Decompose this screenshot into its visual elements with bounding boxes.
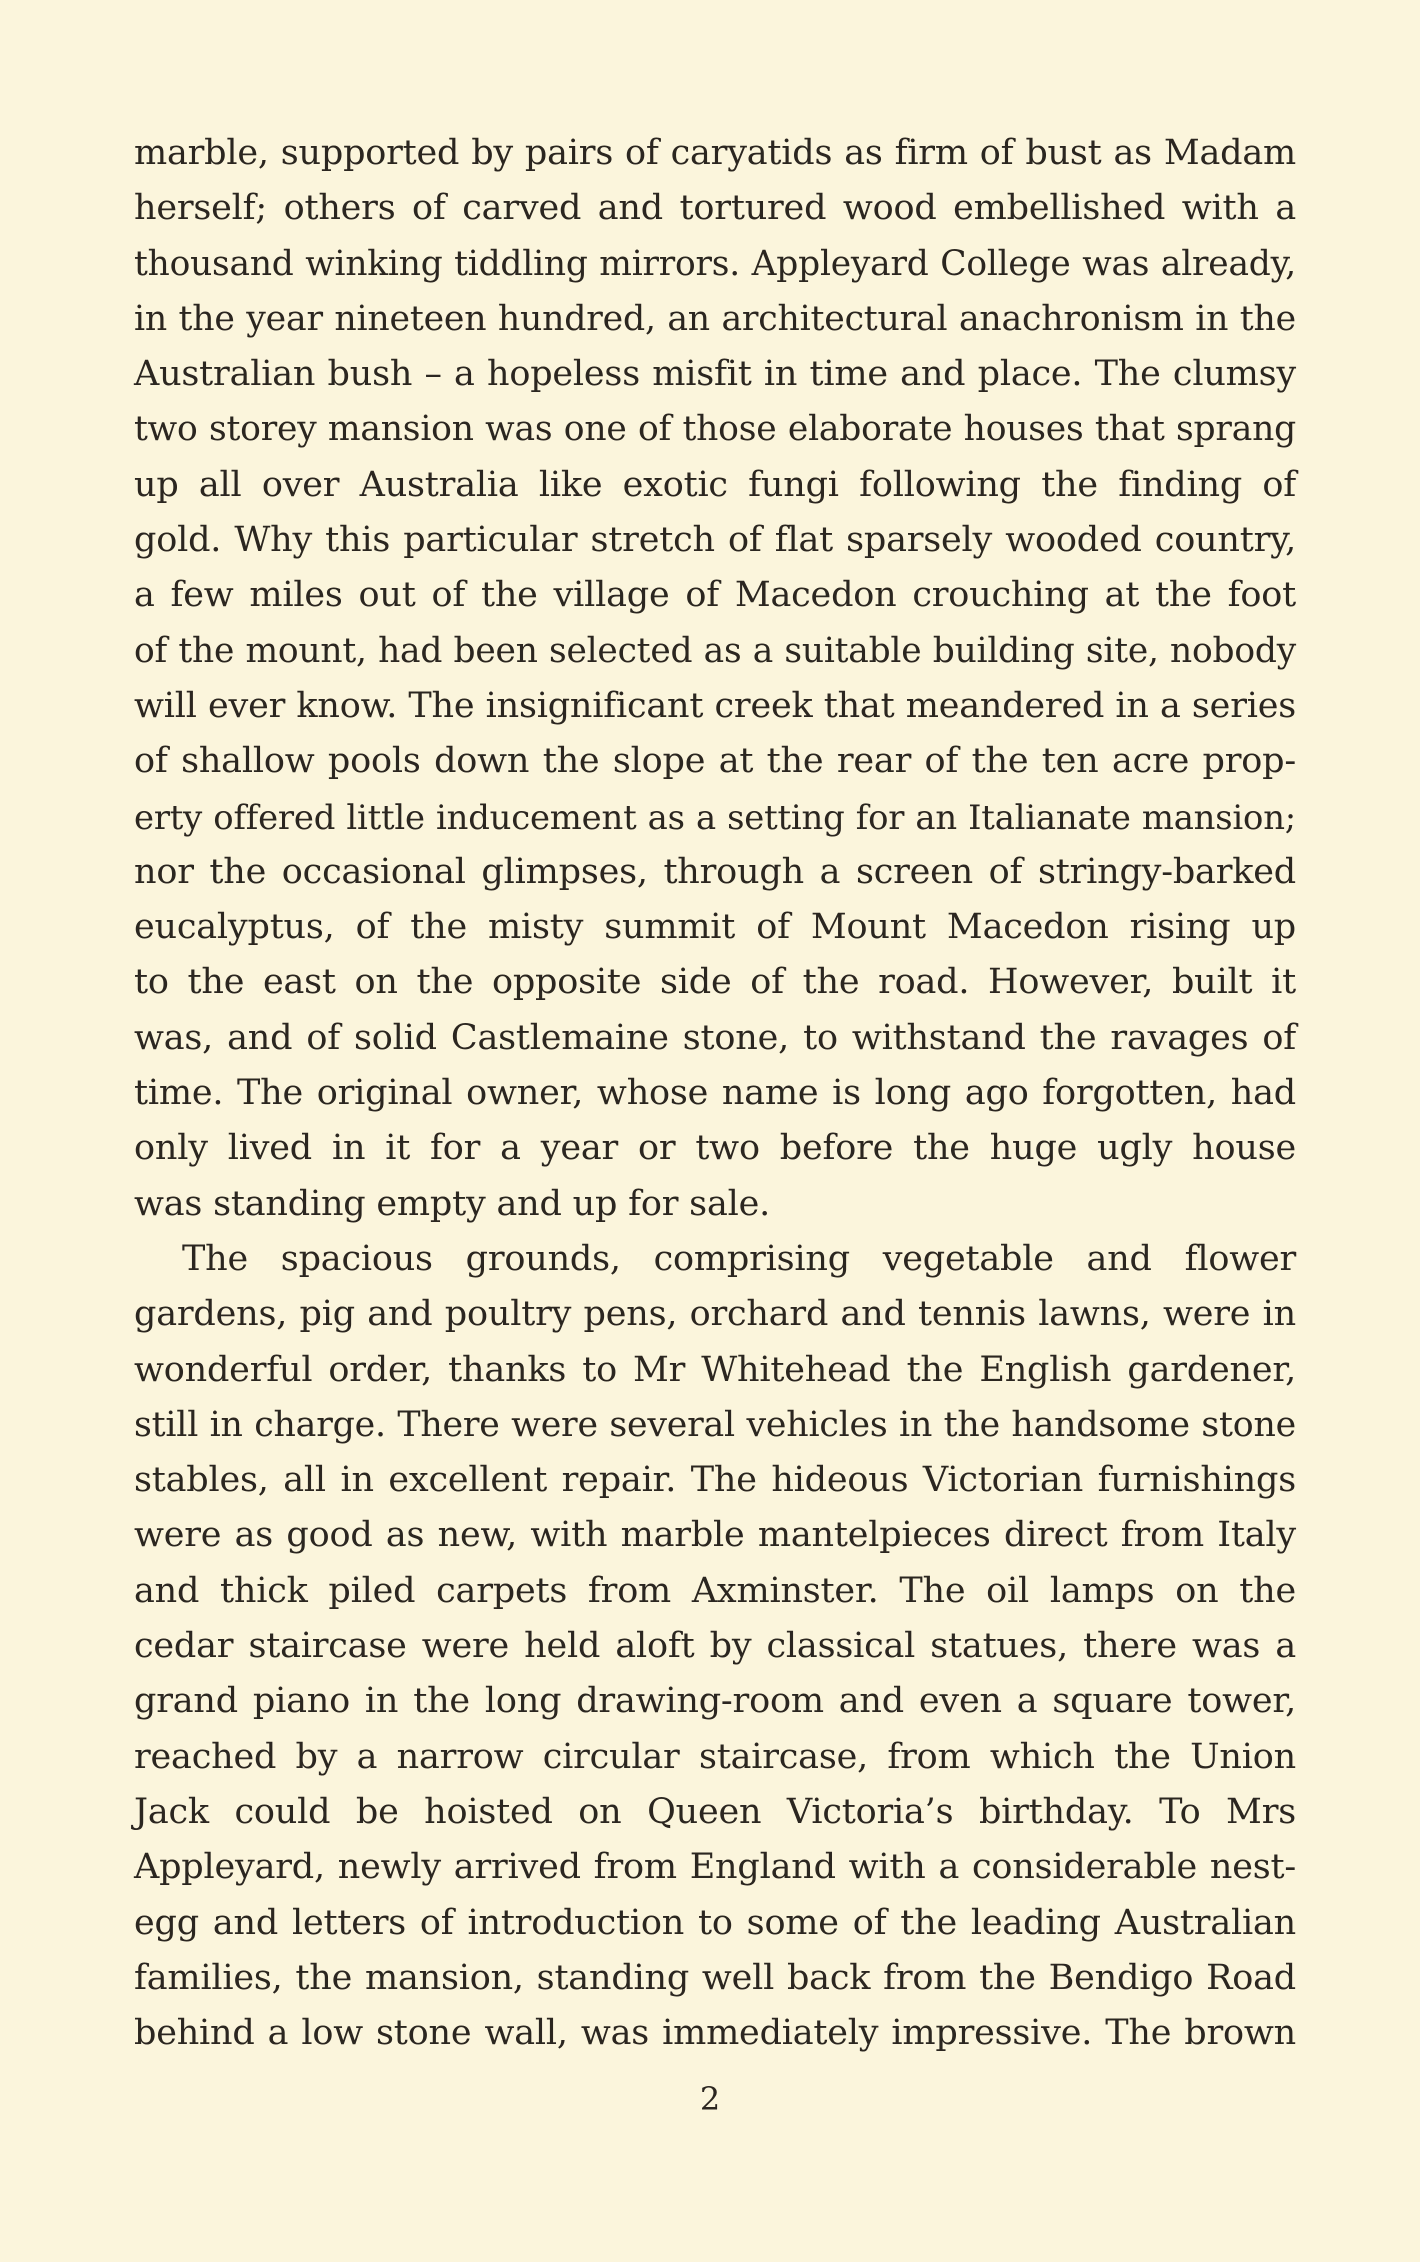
text-line: nor the occasional glimpses, through a screen of stringy-barked [134,851,1296,892]
text-line: a few miles out of the village of Macedon crouching at the foot [134,575,1296,616]
text-line: stables, all in excellent repair. The hideous Victorian furnishings [134,1460,1296,1501]
text-line: was standing empty and up for sale. [134,1183,771,1224]
paragraph-1 [134,126,1296,1232]
text-line: erty offered little inducement as a setting for an Italianate mansion; [134,797,1296,837]
paragraph-2 [134,1232,1296,2061]
text-line: The spacious grounds, comprising vegetable and flower [182,1238,1296,1279]
text-line: behind a low stone wall, was immediately impressive. The brown [134,2013,1296,2054]
text-line: two storey mansion was one of those elaborate houses that sprang [134,409,1296,450]
text-line: thousand winking tiddling mirrors. Appleyard College was already, [134,243,1296,284]
text-line: wonderful order, thanks to Mr Whitehead the English gardener, [134,1349,1296,1390]
text-line: only lived in it for a year or two before the huge ugly house [134,1128,1296,1169]
text-line: of shallow pools down the slope at the rear of the ten acre prop- [134,741,1296,782]
text-line: herself; others of carved and tortured wood embellished with a [134,188,1296,229]
page-number: 2 [699,2080,721,2118]
text-line: Jack could be hoisted on Queen Victoria’s birthday. To Mrs [134,1791,1296,1832]
text-line: gold. Why this particular stretch of flat sparsely wooded country, [134,520,1296,561]
text-line: families, the mansion, standing well back from the Bendigo Road [134,1957,1296,1998]
text-line: still in charge. There were several vehicles in the handsome stone [134,1404,1296,1445]
text-line: marble, supported by pairs of caryatids as firm of bust as Madam [134,133,1296,173]
text-line: will ever know. The insignificant creek that meandered in a series [134,685,1296,726]
text-line: time. The original owner, whose name is long ago forgotten, had [134,1073,1296,1114]
text-line: Australian bush – a hopeless misfit in time and place. The clumsy [134,354,1296,395]
text-line: in the year nineteen hundred, an architectural anachronism in the [134,298,1296,339]
text-line: eucalyptus, of the misty summit of Mount Macedon rising up [134,907,1296,948]
body-text [134,126,1296,2061]
text-line: reached by a narrow circular staircase, from which the Union [134,1736,1296,1777]
text-line: to the east on the opposite side of the road. However, built it [134,962,1296,1003]
text-line: gardens, pig and poultry pens, orchard and tennis lawns, were in [134,1294,1296,1335]
text-line: grand piano in the long drawing-room and even a square tower, [134,1681,1296,1722]
text-line: Appleyard, newly arrived from England with a considerable nest- [134,1847,1296,1888]
text-line: of the mount, had been selected as a suitable building site, nobody [134,630,1296,671]
text-line: and thick piled carpets from Axminster. The oil lamps on the [134,1570,1296,1611]
text-line: egg and letters of introduction to some of the leading Australian [134,1902,1296,1943]
text-line: was, and of solid Castlemaine stone, to withstand the ravages of [134,1017,1296,1058]
text-line: were as good as new, with marble mantelpieces direct from Italy [134,1515,1296,1556]
text-line: cedar staircase were held aloft by classical statues, there was a [134,1626,1296,1667]
text-line: up all over Australia like exotic fungi following the finding of [134,464,1296,505]
